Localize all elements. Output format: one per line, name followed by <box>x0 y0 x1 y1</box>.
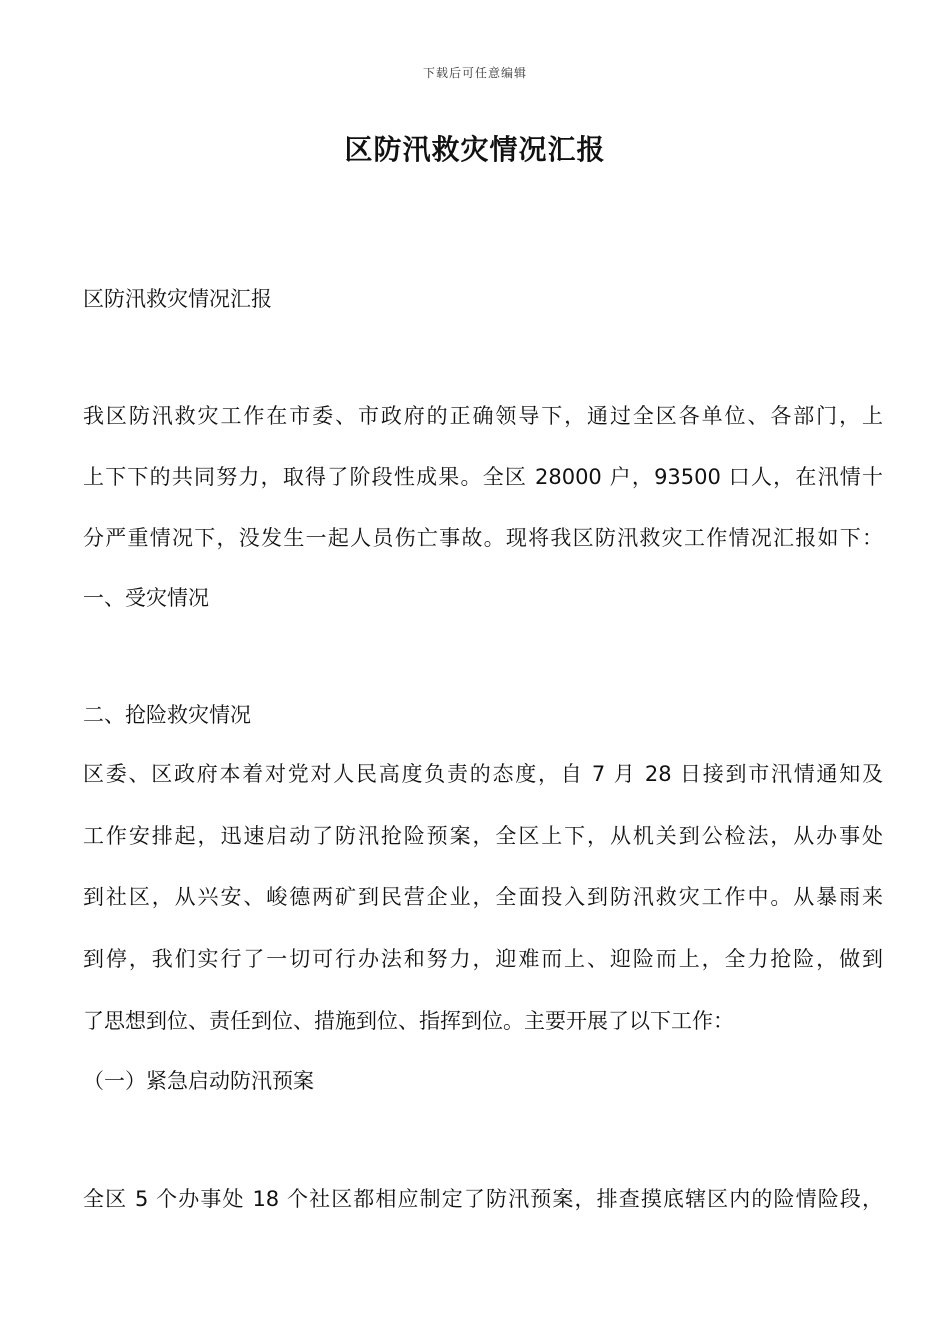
section-heading: 二、抢险救灾情况 <box>83 703 251 727</box>
document-title: 区防汛救灾情况汇报 <box>344 133 606 166</box>
paragraph-line: 到社区，从兴安、峻德两矿到民营企业，全面投入到防汛救灾工作中。从暴雨来 <box>83 885 883 909</box>
subtitle-line: 区防汛救灾情况汇报 <box>83 287 272 311</box>
paragraph-line: 到停，我们实行了一切可行办法和努力，迎难而上、迎险而上，全力抢险，做到 <box>83 947 883 971</box>
paragraph-line: 我区防汛救灾工作在市委、市政府的正确领导下，通过全区各单位、各部门，上 <box>83 404 883 428</box>
paragraph-line: 区委、区政府本着对党对人民高度负责的态度，自 7 月 28 日接到市汛情通知及 <box>83 762 883 786</box>
paragraph-line: 上下下的共同努力，取得了阶段性成果。全区 28000 户，93500 口人，在汛情十 <box>83 465 883 489</box>
paragraph-line: 工作安排起，迅速启动了防汛抢险预案，全区上下，从机关到公检法，从办事处 <box>83 824 883 848</box>
header-note: 下载后可任意编辑 <box>422 66 527 80</box>
subsection-heading: （一）紧急启动防汛预案 <box>83 1069 314 1093</box>
paragraph-line: 了思想到位、责任到位、措施到位、指挥到位。主要开展了以下工作： <box>83 1009 734 1033</box>
paragraph-line: 全区 5 个办事处 18 个社区都相应制定了防汛预案，排查摸底辖区内的险情险段， <box>83 1187 883 1211</box>
paragraph-line: 分严重情况下，没发生一起人员伤亡事故。现将我区防汛救灾工作情况汇报如下： <box>83 526 883 550</box>
section-heading: 一、受灾情况 <box>83 586 209 610</box>
